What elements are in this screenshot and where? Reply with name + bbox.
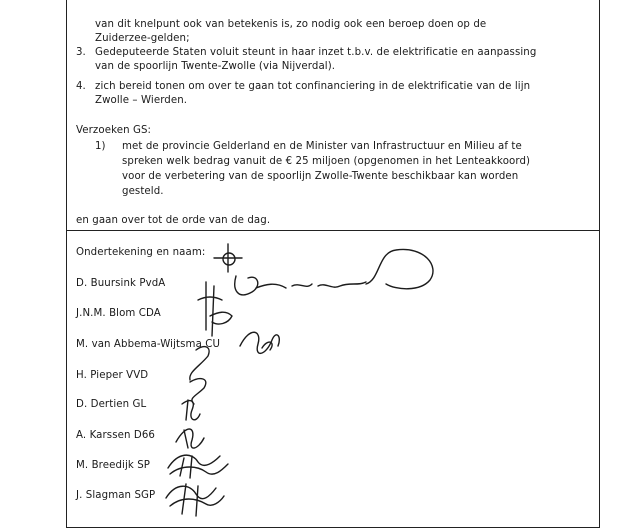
request-heading: Verzoeken GS:: [76, 125, 152, 136]
request-line-3: voor de verbetering van de spoorlijn Zwolle-Twente beschikbaar kan worden: [122, 171, 519, 182]
request-line-2: spreken welk bedrag vanuit de € 25 miljoen (opgenomen in het Lenteakkoord): [122, 156, 531, 167]
list-item-2-line-1: van dit knelpunt ook van betekenis is, zo nodig ook een beroep doen op de: [95, 19, 487, 30]
signatures-heading: Ondertekening en naam:: [76, 247, 206, 258]
signer-name: J.N.M. Blom CDA: [76, 308, 161, 319]
signer-name: M. van Abbema-Wijtsma CU: [76, 339, 221, 350]
request-line-4: gesteld.: [122, 186, 164, 197]
list-item-4-number: 4.: [76, 81, 86, 92]
list-item-2-line-2: Zuiderzee-gelden;: [95, 33, 190, 44]
closing-text: en gaan over tot de orde van de dag.: [76, 215, 271, 226]
list-item-4-line-1: zich bereid tonen om over te gaan tot confinanciering in de elektrificatie van de lijn: [95, 81, 531, 92]
list-item-4-line-2: Zwolle – Wierden.: [95, 95, 188, 106]
signer-name: A. Karssen D66: [76, 430, 155, 441]
signer-name: H. Pieper VVD: [76, 370, 149, 381]
signer-name: M. Breedijk SP: [76, 460, 151, 471]
section-divider: [66, 230, 600, 231]
list-item-3-line-2: van de spoorlijn Twente-Zwolle (via Nijverdal).: [95, 61, 336, 72]
list-item-3-number: 3.: [76, 47, 86, 58]
request-number: 1): [95, 141, 106, 152]
signer-name: D. Buursink PvdA: [76, 278, 166, 289]
signer-name: D. Dertien GL: [76, 399, 147, 410]
signer-name: J. Slagman SGP: [76, 490, 156, 501]
list-item-3-line-1: Gedeputeerde Staten voluit steunt in haar inzet t.b.v. de elektrificatie en aanpassing: [95, 47, 537, 58]
request-line-1: met de provincie Gelderland en de Minister van Infrastructuur en Milieu af te: [122, 141, 522, 152]
